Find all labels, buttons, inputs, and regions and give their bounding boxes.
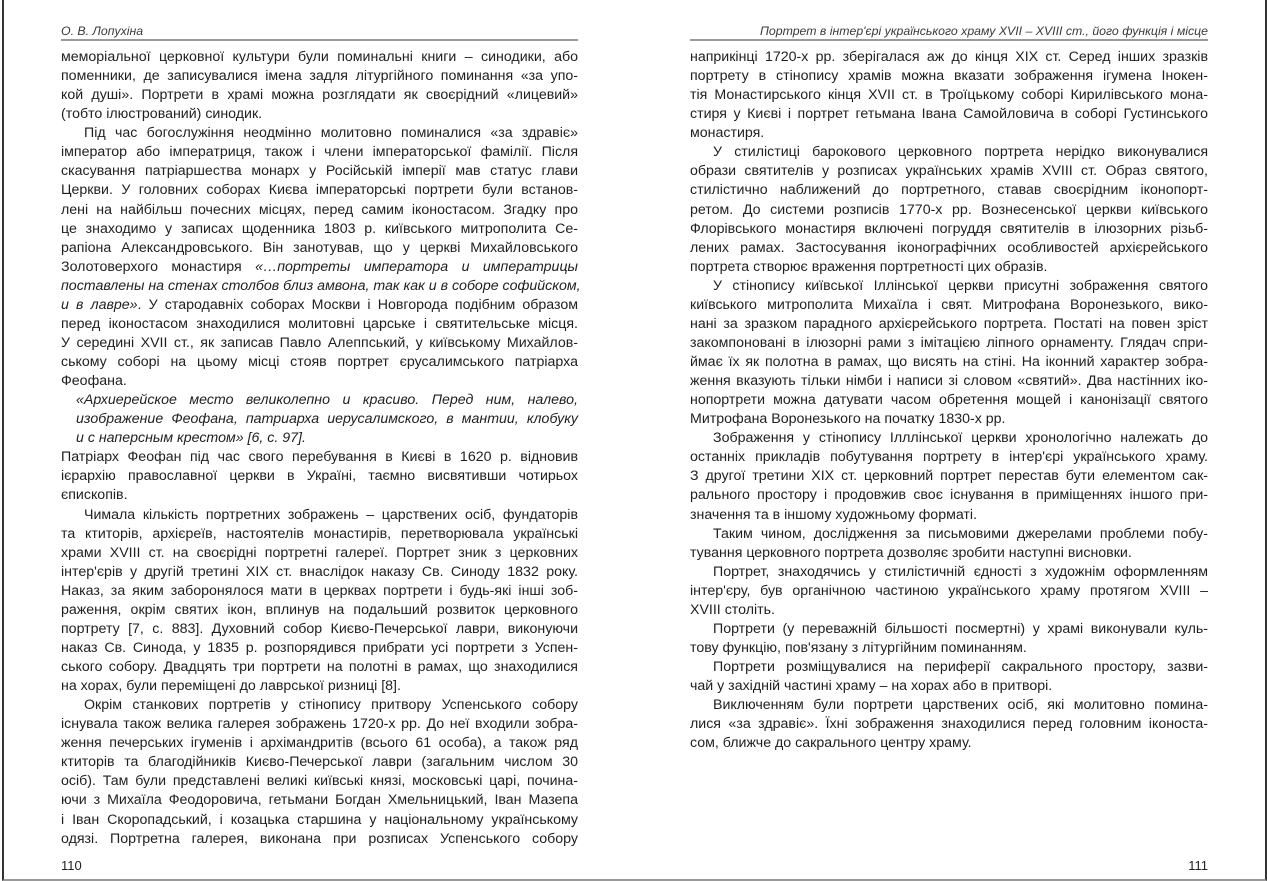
text: тування церковного портрета дозволяє зробити наступні висновки. <box>690 544 1132 561</box>
text-line <box>690 658 1208 677</box>
text-line <box>690 582 1208 601</box>
text-line <box>61 48 578 67</box>
text: Під час богослужіння неодмінно молитовно поминалися «за здравіє» <box>84 125 578 142</box>
text: . У стародавніх соборах Москви і Новгорода подібним образом <box>137 296 578 313</box>
text: Церкви. У головних соборах Києва імператорські портрети були встанов- <box>61 182 578 199</box>
text: ктиторів та благодійників Києво-Печерської лаври (загальним числом 30 <box>61 754 578 771</box>
text: лених рамах. Застосування іконографічних особливостей архієрейського <box>690 239 1208 256</box>
text: У стінопису київської Іллінської церкви присутні зображення святого <box>713 277 1208 294</box>
text: Флорівського монастиря включені погруддя святителів в ілюзорних різьб- <box>690 220 1208 237</box>
text-line <box>61 677 578 696</box>
text-line <box>61 506 578 525</box>
text-line <box>690 525 1208 544</box>
text: наказ Св. Синода, у 1835 р. розпорядився прибрати усі портрети з Успен- <box>61 639 578 656</box>
text-line <box>690 467 1208 486</box>
text: наприкінці 1720-х рр. зберігалася аж до кінця XIX ст. Серед інших зразків <box>690 49 1208 65</box>
text-line <box>690 353 1208 372</box>
text-line <box>61 601 578 620</box>
text: сом, ближче до сакрального центру храму. <box>690 735 972 752</box>
text-line <box>61 162 578 181</box>
text: інтер'єру, був органічною частиною українського храму протягом XVIII – <box>690 582 1208 599</box>
text: чай у західній частині храму – на хорах або в притворі. <box>690 678 1053 695</box>
text: одязі. Портретна галерея, виконана при розписах Успенського собору <box>61 830 578 847</box>
text: це знаходимо у записах щоденника 1803 р. київського митрополита Се- <box>61 220 578 237</box>
text: нопортрети можна датувати часом обретення мощей і канонізації святого <box>690 392 1208 409</box>
running-head-author: О. В. Лопухіна <box>61 24 144 38</box>
text: портрета створює враження портретності цих образів. <box>690 258 1048 275</box>
text: ження вказують тільки німби і написи зі словом «святий». Два настінних іко- <box>690 373 1208 390</box>
text-line <box>61 582 578 601</box>
text: монастиря. <box>690 125 765 142</box>
text-line <box>61 105 578 124</box>
italic-text: «…портреты императора и императрицы <box>255 258 579 275</box>
page-number: 110 <box>61 858 82 873</box>
text-line <box>61 448 578 467</box>
text: Таким чином, дослідження за письмовими джерелами проблеми побу- <box>713 525 1208 542</box>
text: Митрофана Воронезького на початку 1830-х рр. <box>690 411 1006 428</box>
header-rule <box>61 39 578 41</box>
text-line <box>61 315 578 334</box>
quote-line <box>61 429 578 448</box>
text-line <box>61 696 578 715</box>
text: рапіона Александровського. Він занотував, що у церкві Михайловського <box>61 239 578 256</box>
text-line <box>61 544 578 563</box>
text-line <box>690 429 1208 448</box>
text: Наказ, за яким заборонялося мати в церквах портрети і будь-які інші зоб- <box>61 582 578 599</box>
text: Портрети (у переважній більшості посмертні) у храмі виконували куль- <box>713 620 1208 637</box>
text-line <box>690 220 1208 239</box>
text: меморіальної церковної культури були поминальні книги – синодики, або <box>61 49 578 65</box>
text: образи святителів у розписах українських храмів XVIII ст. Образ святого, <box>690 163 1208 180</box>
text: останніх прикладів побутування портрету в інтер'єрі українського храму. <box>690 449 1208 466</box>
text: стиря у Києві і портрет гетьмана Івана Самойловича в соборі Густинського <box>690 106 1208 123</box>
text-line <box>61 772 578 791</box>
text: стилістично наближений до портретного, ставав своєрідним іконопорт- <box>690 182 1208 199</box>
text: і Іван Скоропадський, і козацька старшина у національному українському <box>61 811 578 828</box>
text-line <box>690 86 1208 105</box>
text-line <box>690 544 1208 563</box>
text: З другої третини XIX ст. церковний портрет перестав бути елементом сак- <box>690 468 1208 485</box>
text-line <box>61 181 578 200</box>
text-line <box>61 334 578 353</box>
text-line <box>61 353 578 372</box>
text-line <box>61 830 578 849</box>
text: Портрети розміщувалися на периферії сакрального простору, зазви- <box>713 659 1208 675</box>
text: на хорах, були переміщені до лаврської ризниці [8]. <box>61 678 401 695</box>
text: закомпоновані в ілюзорні рами з імітацією ліпного орнаменту. Глядач спри- <box>690 334 1208 351</box>
italic-text: поставлены на стенах столбов близ амвона, так как и в соборе софийском, <box>61 277 581 294</box>
text: лені на найбільш почесних місцях, перед самим іконостасом. Згадку про <box>61 201 578 218</box>
text-line <box>690 677 1208 696</box>
text-line <box>690 696 1208 715</box>
text: інтер'єрів у другій третині XIX ст. внаслідок наказу Св. Синоду 1832 року. <box>61 563 578 580</box>
italic-text: изображение Феофана, патриарха иерусалимского, в мантии, клобуку <box>76 411 578 428</box>
text-line <box>690 486 1208 505</box>
text: значення та в іншому художньому форматі. <box>690 506 978 523</box>
text-line <box>61 124 578 143</box>
text-line <box>61 486 578 505</box>
text-line <box>61 372 578 391</box>
text: (тобто ілюстрований) синодик. <box>61 106 263 123</box>
text: ського собору. Двадцять три портрети на полотні в рамах, що знаходилися <box>61 659 578 675</box>
text: кой душі». Портрети в храмі можна розглядати як своєрідний «лицевий» <box>61 87 578 104</box>
text-line <box>61 639 578 658</box>
text-line <box>61 811 578 830</box>
text: перед іконостасом знаходилися молитовні царське і святительське місця. <box>61 315 578 332</box>
text-line <box>61 525 578 544</box>
text: осіб). Там були представлені великі київські князі, московські царі, почина- <box>61 773 578 790</box>
text: імператор або імператриця, також і члени імператорської фамілії. Після <box>61 144 578 161</box>
text: Чимала кількість портретних зображень – царствених осіб, фундаторів <box>84 506 578 523</box>
text: Феофана. <box>61 373 127 390</box>
text: ймає їх як полотна в рамах, що висять на стіні. На іконний характер зобра- <box>690 354 1208 370</box>
text-line <box>690 258 1208 277</box>
text-line <box>61 220 578 239</box>
text: ження печерських ігуменів і архімандритів (всього 61 особа), а також ряд <box>61 735 578 752</box>
text-line <box>690 181 1208 200</box>
text: тову функцію, пов'язану з літургійним поминанням. <box>690 639 1027 656</box>
quote-line <box>61 391 578 410</box>
page-number: 111 <box>1188 858 1208 873</box>
text: київського митрополита Михаїла і свят. Митрофана Воронезького, вико- <box>690 296 1208 313</box>
text-line <box>61 258 578 277</box>
text-line <box>690 67 1208 86</box>
text-line <box>690 391 1208 410</box>
quote-line <box>61 410 578 429</box>
page-body-text <box>61 48 581 849</box>
text-line <box>690 239 1208 258</box>
text: храми XVIII ст. на своєрідні портретні галереї. Портрет зник з церковних <box>61 544 578 561</box>
text: рального простору і продовжив своє існування в приміщеннях іншого при- <box>690 487 1208 504</box>
text: Золотоверхого монастиря <box>61 258 256 275</box>
text-line <box>690 448 1208 467</box>
text-line <box>61 67 578 86</box>
text-line <box>61 86 578 105</box>
text-line <box>61 201 578 220</box>
text-line <box>61 467 578 486</box>
text-line <box>690 620 1208 639</box>
running-head-title: Портрет в інтер'єрі українського храму XVII – XVIII ст., його функція і місце <box>760 24 1208 38</box>
text-line <box>61 620 578 639</box>
text-line <box>690 410 1208 429</box>
text-line <box>61 563 578 582</box>
text-line <box>690 563 1208 582</box>
left-page <box>61 0 581 881</box>
text-line <box>690 201 1208 220</box>
text-line <box>61 239 578 258</box>
text: XVIII століть. <box>690 601 775 618</box>
italic-text: и с наперсным крестом» [6, с. 97]. <box>76 430 306 447</box>
text-line <box>690 105 1208 124</box>
text-line <box>690 506 1208 525</box>
text: портрету в стінопису храмів можна вказати зображення ігумена Інокен- <box>690 68 1208 85</box>
text: ському соборі на цьому місці стояв портрет єрусалимського патріарха <box>61 354 578 370</box>
header-rule <box>690 39 1208 41</box>
text: скасування патріаршества монарх у Російській імперії мав статус глави <box>61 163 578 180</box>
text-line <box>61 277 581 296</box>
text-line <box>690 143 1208 162</box>
text-line <box>61 296 578 315</box>
text-line <box>61 715 578 734</box>
right-page <box>690 0 1208 881</box>
text: портрету [7, с. 883]. Духовний собор Києво-Печерської лаври, виконуючи <box>61 620 578 637</box>
text: лися «за здравіє». Їхні зображення знаходилися перед головним іконоста- <box>690 716 1208 733</box>
text: нані за зразком парадного архієрейського портрета. Постаті на повен зріст <box>690 315 1208 332</box>
text: тія Монастирського кінця XVII ст. в Троїцькому соборі Кирилівського мона- <box>690 87 1208 104</box>
text: Патріарх Феофан під час свого перебування в Києві в 1620 р. відновив <box>61 449 578 466</box>
text-line <box>61 734 578 753</box>
text: єпископів. <box>61 487 128 504</box>
text-line <box>61 143 578 162</box>
text: У стилістиці барокового церковного портрета нерідко виконувалися <box>713 144 1208 161</box>
text: ієрархію православної церкви в Україні, таємно висвятивши чотирьох <box>61 468 578 485</box>
text: поменники, де записувалися імена задля літургійного поминання «за упо- <box>61 68 578 85</box>
text: Окрім станкових портретів у стінопису притвору Успенського собору <box>84 697 578 714</box>
text-line <box>61 753 578 772</box>
text: раження, окрім святих ікон, вплинув на подальший розвиток церковного <box>61 601 578 618</box>
text-line <box>690 715 1208 734</box>
italic-text: «Архиерейское место великолепно и красиво. Перед ним, налево, <box>76 392 578 409</box>
text-line <box>690 601 1208 620</box>
text: Портрет, знаходячись у стилістичній єдності з художнім оформленням <box>713 563 1208 580</box>
text-line <box>690 734 1208 753</box>
text: Зображення у стінопису Ілллінської церкви хронологічно належать до <box>713 430 1208 447</box>
text-line <box>61 791 578 810</box>
text-line <box>690 48 1208 67</box>
page-body-text <box>690 48 1208 753</box>
text: існувала також велика галерея зображень 1720-х рр. До неї входили зобра- <box>61 716 578 733</box>
text-line <box>690 277 1208 296</box>
italic-text: и в лавре» <box>61 296 138 313</box>
text-line <box>690 639 1208 658</box>
text-line <box>690 162 1208 181</box>
text-line <box>690 124 1208 143</box>
text: ретом. До системи розписів 1770-х рр. Вознесенської церкви київського <box>690 201 1208 218</box>
text-line <box>690 296 1208 315</box>
text: ючи з Михаїла Феодоровича, гетьмани Богдан Хмельницький, Іван Мазепа <box>61 792 578 809</box>
text-line <box>61 658 578 677</box>
text-line <box>690 315 1208 334</box>
text: Виключенням були портрети царствених осіб, які молитовно помина- <box>713 697 1208 714</box>
text-line <box>690 334 1208 353</box>
text-line <box>690 372 1208 391</box>
text: У середині XVII ст., як записав Павло Алеппський, у київському Михайлов- <box>61 334 578 351</box>
text: та ктиторів, архієреїв, настоятелів монастирів, перетворювала українські <box>61 525 578 542</box>
